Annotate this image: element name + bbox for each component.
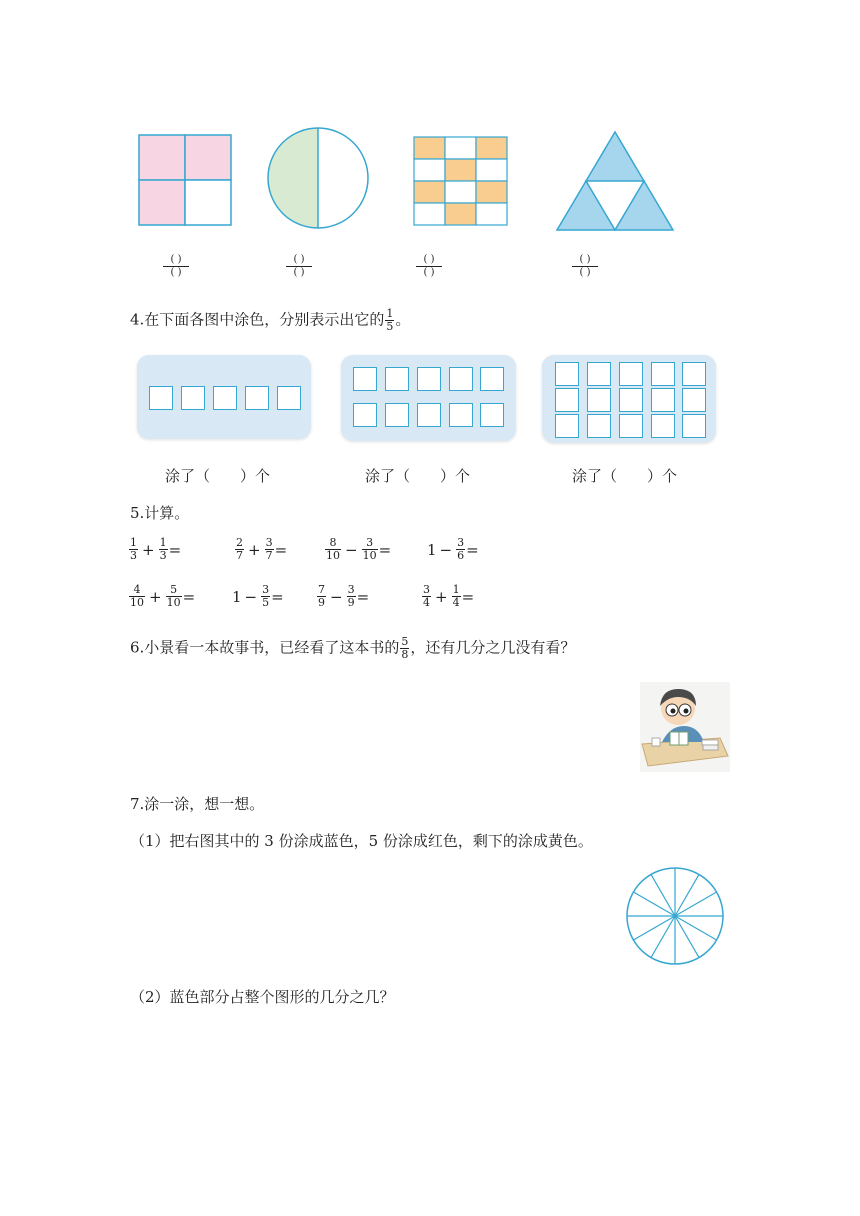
- q4-panel-10-squares: [341, 355, 516, 441]
- equals-sign: =: [356, 587, 370, 606]
- q7-title: 7.涂一涂，想一想。: [130, 795, 265, 813]
- square-cell[interactable]: [651, 414, 675, 438]
- numerator: 1: [130, 536, 137, 549]
- square-cell[interactable]: [480, 367, 504, 391]
- denominator-blank: ( ): [163, 266, 189, 279]
- q7-part1: （1）把右图其中的 3 份涂成蓝色，5 份涂成红色，剩下的涂成黄色。: [130, 832, 593, 850]
- q3-answer-fraction-2[interactable]: [284, 254, 314, 279]
- square-cell[interactable]: [682, 362, 706, 386]
- numerator: 3: [423, 583, 430, 596]
- equation[interactable]: [234, 537, 287, 562]
- square-cell[interactable]: [385, 403, 409, 427]
- square-cell[interactable]: [385, 367, 409, 391]
- q3-grid-figure: [413, 136, 509, 228]
- square-cell[interactable]: [555, 388, 579, 412]
- operator: +: [435, 587, 448, 606]
- square-cell[interactable]: [417, 403, 441, 427]
- numerator: 7: [318, 583, 325, 596]
- equals-sign: =: [378, 540, 392, 559]
- q6-prompt-suffix: ，还有几分之几没有看？: [410, 638, 576, 657]
- q6-fraction: [400, 636, 409, 661]
- whole-number: 1: [427, 540, 437, 559]
- denominator: 4: [452, 596, 460, 609]
- denominator: 10: [130, 596, 144, 609]
- wheel-12-sectors-figure[interactable]: [624, 864, 726, 968]
- q3-triangle-figure: [555, 130, 675, 232]
- q3-answer-fraction-4[interactable]: [570, 254, 600, 279]
- square-cell[interactable]: [651, 388, 675, 412]
- equation[interactable]: [128, 584, 195, 609]
- numerator: 5: [401, 635, 409, 648]
- operator: −: [244, 587, 258, 606]
- denominator: 4: [423, 596, 430, 609]
- equals-sign: =: [168, 540, 182, 559]
- numerator: 3: [366, 536, 374, 549]
- denominator-blank: ( ): [416, 266, 442, 279]
- denominator: 10: [166, 596, 181, 609]
- fraction: [452, 584, 461, 609]
- denominator: 10: [326, 549, 340, 562]
- equals-sign: =: [274, 540, 288, 559]
- numerator: 3: [265, 536, 273, 549]
- equation[interactable]: [427, 537, 479, 562]
- whole-number: 1: [232, 587, 242, 606]
- numerator: 1: [386, 307, 394, 320]
- q3-answer-fraction-3[interactable]: [414, 254, 444, 279]
- numerator: 4: [133, 583, 141, 596]
- numerator-blank: ( ): [423, 254, 435, 265]
- q4-fraction: [385, 308, 394, 333]
- q6-prompt: [130, 636, 575, 661]
- operator: −: [439, 540, 453, 559]
- square-cell[interactable]: [555, 362, 579, 386]
- equation[interactable]: [128, 537, 181, 562]
- q5-title: 5.计算。: [130, 504, 190, 522]
- square-cell[interactable]: [619, 388, 643, 412]
- q3-answer-fraction-1[interactable]: [161, 254, 191, 279]
- denominator: 9: [318, 596, 325, 609]
- denominator-blank: ( ): [572, 266, 598, 279]
- operator: +: [149, 587, 162, 606]
- square-cell[interactable]: [651, 362, 675, 386]
- fraction: [261, 584, 270, 609]
- denominator: 5: [262, 596, 270, 609]
- operator: −: [330, 587, 343, 606]
- square-cell[interactable]: [149, 386, 173, 410]
- square-cell[interactable]: [480, 403, 504, 427]
- fraction: [362, 537, 378, 562]
- square-cell[interactable]: [181, 386, 205, 410]
- equation[interactable]: [316, 584, 369, 609]
- q4-prompt-suffix: 。: [395, 310, 411, 329]
- denominator: 5: [386, 320, 394, 333]
- square-cell[interactable]: [619, 414, 643, 438]
- q4-prompt-text: 4.在下面各图中涂色，分别表示出它的: [130, 310, 385, 329]
- numerator: 1: [452, 583, 460, 596]
- q4-answer-label-1[interactable]: 涂了（ ）个: [165, 467, 271, 485]
- square-cell[interactable]: [245, 386, 269, 410]
- square-cell[interactable]: [587, 388, 611, 412]
- square-cell[interactable]: [449, 403, 473, 427]
- square-cell[interactable]: [417, 367, 441, 391]
- denominator: 9: [347, 596, 355, 609]
- equals-sign: =: [466, 540, 479, 559]
- numerator: 3: [457, 536, 465, 549]
- denominator: 7: [265, 549, 273, 562]
- q4-prompt: [130, 308, 410, 333]
- square-cell[interactable]: [353, 403, 377, 427]
- fraction: [166, 584, 182, 609]
- square-cell[interactable]: [682, 414, 706, 438]
- q6-prompt-text: 6.小景看一本故事书，已经看了这本书的: [130, 638, 400, 657]
- fraction: [235, 537, 244, 562]
- q4-panel-15-squares: [542, 355, 716, 443]
- equals-sign: =: [461, 587, 475, 606]
- equation[interactable]: [421, 584, 474, 609]
- square-cell[interactable]: [213, 386, 237, 410]
- numerator: 3: [262, 583, 270, 596]
- numerator: 8: [329, 536, 337, 549]
- square-cell[interactable]: [555, 414, 579, 438]
- equation[interactable]: [324, 537, 391, 562]
- q4-panel-5-squares: [137, 355, 311, 439]
- q3-circle-figure: [266, 126, 370, 230]
- equals-sign: =: [182, 587, 196, 606]
- square-cell[interactable]: [587, 362, 611, 386]
- fraction: [129, 584, 145, 609]
- fraction: [347, 584, 356, 609]
- denominator-blank: ( ): [286, 266, 312, 279]
- fraction: [456, 537, 465, 562]
- denominator: 7: [236, 549, 243, 562]
- fraction: [325, 537, 341, 562]
- equation[interactable]: [232, 584, 284, 609]
- square-cell[interactable]: [587, 414, 611, 438]
- numerator: 2: [236, 536, 243, 549]
- boy-reading-illustration: [640, 682, 730, 772]
- q4-answer-label-2[interactable]: 涂了（ ）个: [365, 467, 471, 485]
- fraction: [265, 537, 274, 562]
- square-cell[interactable]: [682, 388, 706, 412]
- denominator: 3: [130, 549, 137, 562]
- q3-square-figure: [138, 134, 232, 226]
- denominator: 10: [362, 549, 377, 562]
- fraction: [317, 584, 326, 609]
- denominator: 6: [457, 549, 465, 562]
- numerator: 3: [347, 583, 355, 596]
- denominator: 8: [401, 648, 409, 661]
- operator: −: [345, 540, 358, 559]
- operator: +: [142, 540, 155, 559]
- denominator: 3: [159, 549, 167, 562]
- operator: +: [248, 540, 261, 559]
- square-cell[interactable]: [449, 367, 473, 391]
- square-cell[interactable]: [619, 362, 643, 386]
- fraction: [422, 584, 431, 609]
- numerator-blank: ( ): [293, 254, 305, 265]
- fraction: [159, 537, 168, 562]
- q4-answer-label-3[interactable]: 涂了（ ）个: [572, 467, 678, 485]
- q7-part2: （2）蓝色部分占整个图形的几分之几？: [130, 988, 395, 1006]
- equals-sign: =: [271, 587, 284, 606]
- fraction: [129, 537, 138, 562]
- numerator: 1: [159, 536, 167, 549]
- numerator: 5: [170, 583, 178, 596]
- square-cell[interactable]: [277, 386, 301, 410]
- numerator-blank: ( ): [579, 254, 591, 265]
- square-cell[interactable]: [353, 367, 377, 391]
- numerator-blank: ( ): [170, 254, 182, 265]
